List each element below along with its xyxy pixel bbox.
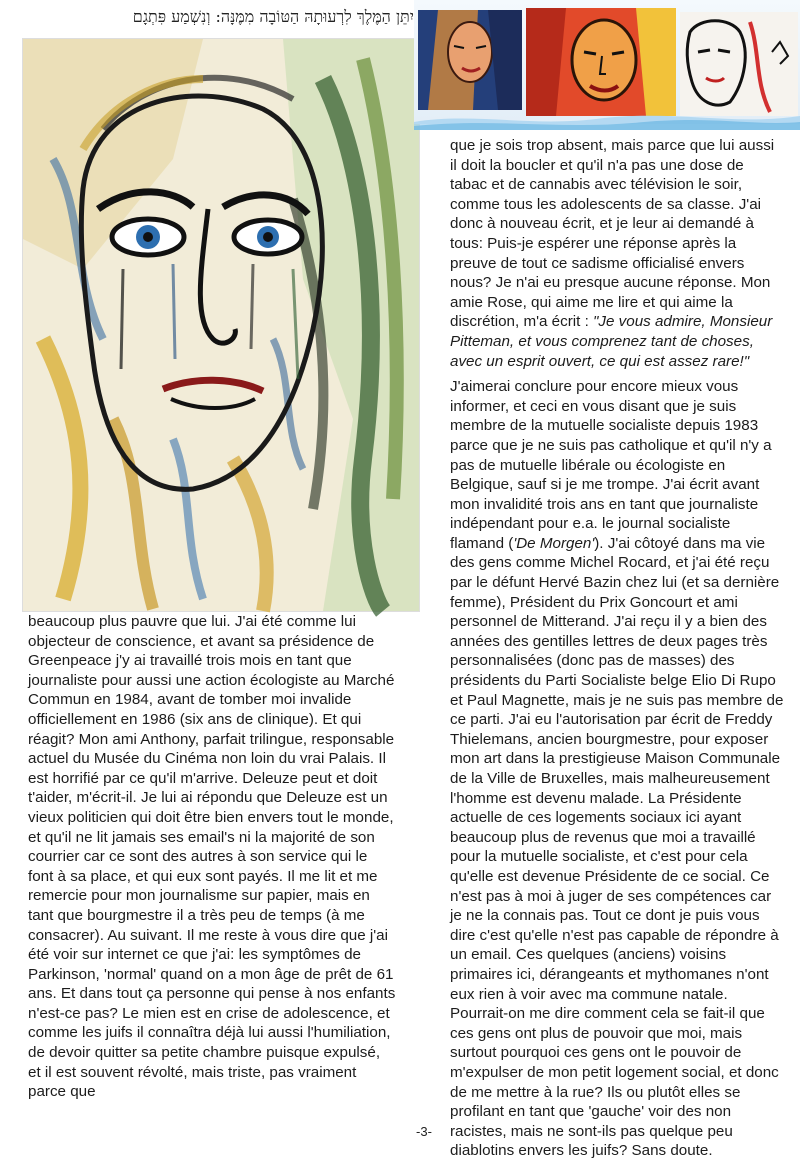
page-number: -3-: [416, 1124, 432, 1139]
de-morgen-title: 'De Morgen': [513, 534, 595, 552]
right-paragraph-2-after: ). J'ai côtoyé dans ma vie des gens comme Michel Rocard, et j'ai été reçu par le défunt Hervé Bazin chez lui (et sa dernière femme), Président du Prix Goncourt et ami personnel de Mitterand. J'ai reçu il y a bien des années des gentilles lettres de deux pages très personnalisées (donc pas de masses) des présidents du Parti Socialiste belge Elio Di Rupo et Paul Magnette, mais je ne suis pas membre de ce parti. J'ai eu l'autorisation par écrit de Freddy Thielemans, ancien bourgmestre, pour exposer mon art dans la prestigieuse Maison Communale de la Ville de Bruxelles, mais malheureusement l'homme est devenu malade. La Présidente actuelle de ces logements sociaux ici ayant beaucoup plus de revenus que moi a travaillé pour la mutuelle socialiste, et c'est pour cela qu'elle est devenue Présidente de ce social. Ce n'est pas à moi à juger de ses compétences car je ne la connais pas. Tout ce dont je puis vous dire c'est qu'elle n'est pas capable de répondre à un email. Ces quelques (anciens) voisins primaires ici, dérangeants et mythomanes n'ont eux rien à voir avec ma commune natale. Pourrait-on me dire comment cela se fait-il que ces gens ont plus de pouvoir que moi, mais surtout pourquoi ces gens ont le pouvoir de m'expulser de mon petit logement social, et donc de me mettre à la rue? Ils ou plutôt elles se profilant en tant que 'gauche' voir des non racistes, mais ne sont-ils pas quelque peu diablotins envers les juifs? Sans doute.: [450, 534, 784, 1160]
thumbnail-strip: [414, 0, 800, 124]
right-paragraph-1: [450, 136, 784, 371]
right-paragraph-1-text: que je sois trop absent, mais parce que lui aussi il doit la boucler et qu'il n'a pas une dose de tabac et de cannabis avec télévision le soir, comme tous les adolescents de sa classe. J'ai donc à nouveau écrit, et je leur ai demandé à tous: Puis-je espérer une réponse après la preuve de tout ce sadisme officialisé envers nous? Je n'ai eu presque aucune réponse. Mon amie Rose, qui aime me lire et qui aime la discrétion, m'a écrit :: [450, 137, 775, 331]
decorative-wave: [414, 110, 800, 130]
thumbnail-painting-2: [526, 8, 676, 116]
thumbnail-painting-3: [680, 12, 798, 116]
hebrew-header-line: יִתֵּן הַמֶּלֶךְ לִרְעוּתָהּ הַטּוֹבָה מִמֶּנָּה: וְנִשְׁמַע פִּתְגָם: [132, 7, 414, 26]
right-paragraph-2-before: J'aimerai conclure pour encore mieux vous informer, et ceci en vous disant que je suis membre de la mutuelle socialiste depuis 1983 parce que je ne suis pas catholique et qu'il n'y a pas de mutuelle libérale ou écologiste en Belgique, sauf si je me trompe. J'ai écrit avant mon invalidité trois ans en tant que journaliste indépendant pour e.a. le journal socialiste flamand (: [450, 378, 772, 552]
left-paragraph: beaucoup plus pauvre que lui. J'ai été comme lui objecteur de conscience, et avant sa présidence de Greenpeace j'y ai travaillé trois mois en tant que journaliste pour aussi une action écologiste au Marché Commun en 1984, avant de tomber moi invalide officiellement en 1986 (six ans de clinique). Et qui réagit? Mon ami Anthony, parfait trilingue, responsable actuel du Musée du Cinéma non loin du vrai Palais. Il est horrifié par ce qu'il m'arrive. Deleuze peut et doit t'aider, m'écrit-il. Je lui ai répondu que Deleuze est un vieux politicien qui doit être bien envers tout le monde, et qu'il ne lit jamais ses email's ni la majorité de son courrier car ce sont des autres à son service qui le font à sa place, et qui eux sont payés. Il me lit et me remercie pour mon journalisme sur papier, mais en tant que bourgmestre il a très peu de temps (à me consacrer). Au suivant. Il me reste à vous dire que j'ai été voir sur internet ce que j'ai: les symptômes de Parkinson, 'normal' quand on a mon âge de prêt de 61 ans. Et dans tout ça personne qui pense à nos enfants n'est-ce pas? Le mien est en crise de adolescence, et comme les juifs il connaîtra déjà lui aussi l'humiliation, de devoir quitter sa petite chambre puisque expulsé, et il est souvent révolté, mais triste, pas vraiment parce que: [28, 613, 396, 1101]
thumbnail-painting-1: [418, 10, 522, 110]
rose-quote: "Je vous admire, Monsieur Pitteman, et vous comprenez tant de choses, avec un esprit ouvert, ce qui est assez rare!": [450, 313, 773, 370]
right-text-column: [450, 136, 784, 1160]
left-text-column: [28, 612, 396, 1128]
right-paragraph-2: [450, 377, 784, 1161]
face-painting: [22, 38, 420, 612]
